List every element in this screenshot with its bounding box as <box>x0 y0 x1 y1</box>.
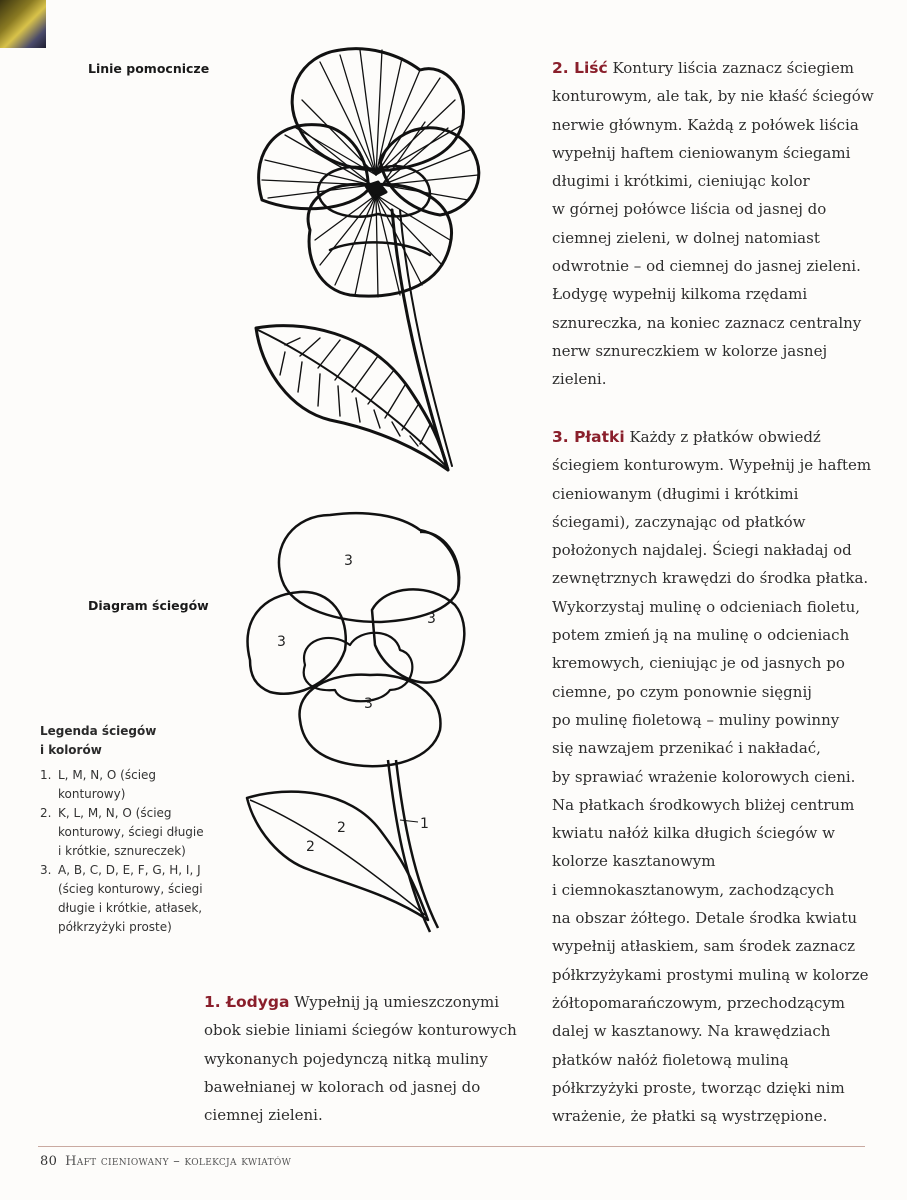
text-line <box>552 195 882 223</box>
footer-rule <box>38 1146 865 1147</box>
text-line <box>552 678 882 706</box>
text-line-content: się nawzajem przenikać i nakładać, <box>552 739 821 758</box>
text-line-content: nerw sznureczkiem w kolorze jasnej <box>552 341 828 360</box>
legend-item-text: A, B, C, D, E, F, G, H, I, J (ścieg konturowy, ściegi długie i krótkie, atłasek, półkrzyżyki proste) <box>58 863 203 934</box>
text-line-content: dalej w kasztanowy. Na krawędziach <box>552 1022 831 1041</box>
text-line-content: wrażenie, że płatki są wystrzępione. <box>552 1107 828 1126</box>
text-line-content: w górnej połówce liścia od jasnej do <box>552 200 827 219</box>
text-line-content: Kontury liścia zaznacz ściegiem <box>607 59 854 77</box>
page-footer <box>40 1154 291 1169</box>
guide-leaf <box>256 326 448 470</box>
text-line <box>552 1074 882 1102</box>
text-line <box>552 989 882 1017</box>
text-line <box>552 706 882 734</box>
text-line <box>552 139 882 167</box>
text-line-content: i ciemnokasztanowym, zachodzących <box>552 880 835 899</box>
text-line <box>552 280 882 308</box>
text-line-content: na obszar żółtego. Detale środka kwiatu <box>552 909 858 928</box>
text-line-content: zieleni. <box>552 370 607 389</box>
text-line-content: by sprawiać wrażenie kolorowych cieni. <box>552 767 856 786</box>
text-line-content: płatków nałóż fioletową muliną <box>552 1050 789 1069</box>
section-heading: 3. Płatki <box>552 428 625 446</box>
text-line-content: Łodygę wypełnij kilkoma rzędami <box>552 285 808 304</box>
legend-item <box>40 861 210 937</box>
text-line <box>552 508 882 536</box>
text-line <box>552 480 882 508</box>
footer-title: Haft cieniowany – kolekcja kwiatów <box>65 1154 292 1169</box>
text-line-content: potem zmień ją na mulinę o odcieniach <box>552 626 850 645</box>
legend-item-text: K, L, M, N, O (ścieg konturowy, ściegi długie i krótkie, sznureczek) <box>58 806 204 858</box>
guide-lines-pansy <box>256 49 479 470</box>
text-line <box>552 593 882 621</box>
text-line <box>552 309 882 337</box>
text-line <box>204 1045 534 1073</box>
legend-item-text: L, M, N, O (ścieg konturowy) <box>58 768 157 801</box>
text-line-content: położonych najdalej. Ściegi nakładaj od <box>552 541 852 560</box>
diagram-number: 3 <box>344 553 353 569</box>
text-line <box>552 167 882 195</box>
guides-label: Linie pomocnicze <box>88 61 210 76</box>
text-line-content: długimi i krótkimi, cieniując kolor <box>552 172 810 191</box>
text-line-content: żółtopomarańczowym, przechodzącym <box>552 993 846 1012</box>
legend-item <box>40 804 210 861</box>
legend-item-number: 2. <box>40 806 52 820</box>
text-line <box>552 649 882 677</box>
text-line <box>552 961 882 989</box>
text-line-content: ciemnej zieleni. <box>204 1106 323 1125</box>
text-line <box>552 564 882 592</box>
diagram-number: 3 <box>277 634 286 650</box>
text-line <box>552 819 882 847</box>
text-line <box>204 1073 534 1101</box>
text-line-content: sznureczka, na koniec zaznacz centralny <box>552 313 862 332</box>
text-line-content: Wykorzystaj mulinę o odcieniach fioletu, <box>552 597 861 616</box>
text-line <box>552 1046 882 1074</box>
text-line <box>552 111 882 139</box>
text-line-content: ciemne, po czym ponownie sięgnij <box>552 682 812 701</box>
text-line <box>204 1101 534 1129</box>
text-line-content: nerwie głównym. Każdą z połówek liścia <box>552 115 859 134</box>
text-line-content: ściegami), zaczynając od płatków <box>552 512 806 531</box>
diagram-number: 2 <box>337 820 346 836</box>
text-line-content: kolorze kasztanowym <box>552 852 716 871</box>
text-line <box>552 337 882 365</box>
section-heading: 2. Liść <box>552 59 608 77</box>
text-line-content: wypełnij atłaskiem, sam środek zaznacz <box>552 937 856 956</box>
section-leaf <box>552 54 882 394</box>
text-line <box>552 451 882 479</box>
text-line <box>552 791 882 819</box>
text-line-content: wykonanych pojedynczą nitką muliny <box>204 1049 488 1068</box>
text-line-content: półkrzyżykami prostymi muliną w kolorze <box>552 965 869 984</box>
text-line <box>552 423 882 451</box>
text-line-content: kwiatu nałóż kilka długich ściegów w <box>552 824 835 843</box>
text-line-content: wypełnij haftem cieniowanym ściegami <box>552 143 851 162</box>
text-line <box>204 988 534 1016</box>
stitch-diagram-pansy <box>247 513 464 932</box>
legend-item-number: 1. <box>40 768 52 782</box>
text-line-content: ściegiem konturowym. Wypełnij je haftem <box>552 456 872 475</box>
text-line-content: ciemnej zieleni, w dolnej natomiast <box>552 228 820 247</box>
legend-item <box>40 766 210 804</box>
text-line <box>552 847 882 875</box>
text-line-content: Wypełnij ją umieszczonymi <box>289 993 499 1011</box>
text-line <box>552 365 882 393</box>
legend-list <box>40 766 210 937</box>
text-line <box>552 1017 882 1045</box>
text-line-content: cieniowanym (długimi i krótkimi <box>552 484 799 503</box>
diagram-number: 3 <box>427 611 436 627</box>
diagram-number: 1 <box>420 816 429 832</box>
text-line <box>552 252 882 280</box>
text-line-content: zewnętrznych krawędzi do środka płatka. <box>552 569 869 588</box>
text-line-content: konturowym, ale tak, by nie kłaść ściegów <box>552 87 874 106</box>
corner-photo-fragment <box>0 0 46 48</box>
section-petals <box>552 423 882 1130</box>
text-line <box>552 904 882 932</box>
diagram-label: Diagram ściegów <box>88 598 209 613</box>
text-line <box>552 876 882 904</box>
pansy-illustrations <box>230 40 530 940</box>
text-line-content: Na płatkach środkowych bliżej centrum <box>552 795 855 814</box>
text-line-content: po mulinę fioletową – muliny powinny <box>552 710 840 729</box>
text-line-content: półkrzyżyki proste, tworząc dzięki nim <box>552 1078 845 1097</box>
text-line <box>552 54 882 82</box>
section-heading: 1. Łodyga <box>204 993 290 1011</box>
text-line-content: Każdy z płatków obwiedź <box>624 428 821 446</box>
text-line <box>204 1016 534 1044</box>
stitch-legend <box>40 722 210 937</box>
text-line <box>552 224 882 252</box>
diagram-number: 2 <box>306 839 315 855</box>
text-line <box>552 734 882 762</box>
text-line-content: odwrotnie – od ciemnej do jasnej zieleni. <box>552 257 861 276</box>
diagram-number: 3 <box>364 696 373 712</box>
text-line-content: obok siebie liniami ściegów konturowych <box>204 1021 517 1040</box>
text-line-content: bawełnianej w kolorach od jasnej do <box>204 1077 481 1096</box>
text-line <box>552 932 882 960</box>
text-line <box>552 621 882 649</box>
text-line <box>552 536 882 564</box>
page-number: 80 <box>40 1154 58 1169</box>
text-line <box>552 763 882 791</box>
text-line-content: kremowych, cieniując je od jasnych po <box>552 654 845 673</box>
section-stem <box>204 988 534 1129</box>
legend-item-number: 3. <box>40 863 52 877</box>
legend-title: Legenda ściegów i kolorów <box>40 724 157 757</box>
text-line <box>552 82 882 110</box>
text-line <box>552 1102 882 1130</box>
